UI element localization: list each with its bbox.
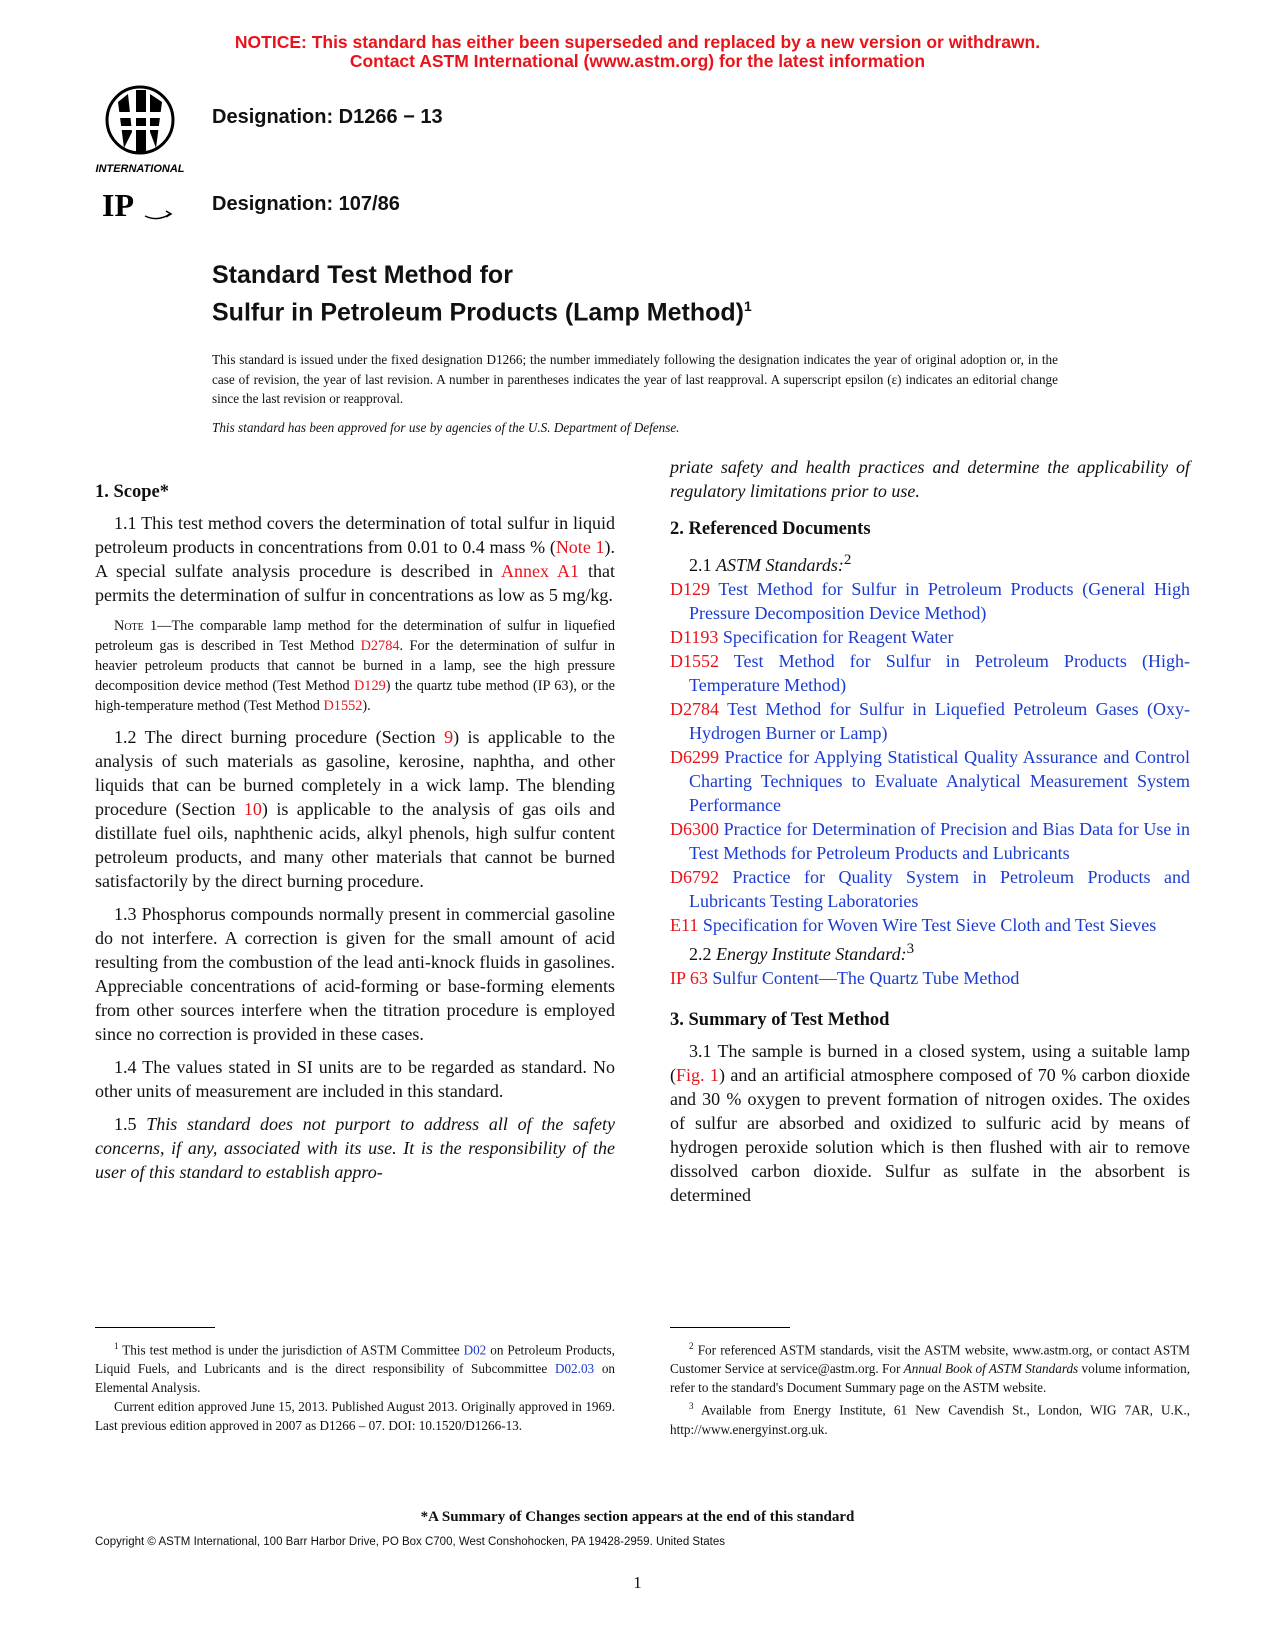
section-9-link[interactable]: 9 <box>444 727 454 747</box>
title-footnote-mark: 1 <box>743 298 752 314</box>
ref-item[interactable] <box>670 697 1190 745</box>
ref-code: D129 <box>670 579 710 599</box>
title-line-2: Sulfur in Petroleum Products (Lamp Method) <box>212 298 744 327</box>
footnotes-left <box>95 1337 615 1435</box>
footnote-3: $^3$ Available from Energy Institute, 61 New Cavendish St., London, WIG 7AR, U.K., http://www.energyinst.org.uk. <box>670 1401 1190 1437</box>
paragraph-3-1: 3.1 The sample is burned in a closed system, using a suitable lamp (Fig. 1) and an artificial atmosphere composed of 70 % carbon dioxide and 30 % oxygen to prevent formation of nitrogen oxides. The oxides of sulfur are absorbed and oxidized to sulfuric acid by means of hydrogen peroxide solution which is then flushed with air to remove dissolved carbon dioxide. Sulfur as sulfate in the absorbent is determined <box>670 1041 1190 1205</box>
astm-logo-text: INTERNATIONAL <box>95 163 185 175</box>
section-1-heading: 1. Scope* <box>95 482 169 502</box>
referenced-documents-list <box>670 577 1190 937</box>
section-3-heading: 3. Summary of Test Method <box>670 1010 890 1030</box>
subsection-2-2: 2.2 Energy Institute Standard:$^3$ <box>689 941 915 964</box>
page-number: 1 <box>633 1573 642 1592</box>
ip-logo-icon <box>100 186 175 226</box>
ref-code: D6299 <box>670 747 719 767</box>
footnote-rule-right <box>670 1327 790 1328</box>
ref-code: D2784 <box>670 699 719 719</box>
ref-code: D1193 <box>670 627 719 647</box>
d2784-link[interactable]: D2784 <box>360 638 400 654</box>
right-column <box>670 455 1190 1216</box>
subsection-2-1: 2.1 ASTM Standards:$^2$ <box>689 552 852 575</box>
title-line-1: Standard Test Method for <box>212 261 513 289</box>
ref-title: Sulfur Content—The Quartz Tube Method <box>712 968 1020 988</box>
ref-item[interactable] <box>670 865 1190 913</box>
ref-code: D1552 <box>670 651 719 671</box>
document-title <box>212 260 752 328</box>
notice-banner <box>0 33 1275 71</box>
ref-item-ip63[interactable] <box>670 966 1190 990</box>
paragraph-1-5: 1.5 This standard does not purport to address all of the safety concerns, if any, associated with its use. It is the responsibility of the user of this standard to establish appro- <box>95 1114 616 1182</box>
footnote-2: $^2$ For referenced ASTM standards, visit the ASTM website, www.astm.org, or contact ASTM Customer Service at service@astm.org. For Annual Book of ASTM Standards volume information, refer to the standard's Document Summary page on the ASTM website. <box>670 1341 1190 1396</box>
section-10-link[interactable]: 10 <box>243 799 262 819</box>
ref-item[interactable] <box>670 577 1190 625</box>
summary-of-changes-notice: *A Summary of Changes section appears at the end of this standard <box>420 1509 855 1525</box>
footnote-1-edition: Current edition approved June 15, 2013. Published August 2013. Originally approved in 1969. Last previous edition approved in 2007 as D1266 – 07. DOI: 10.1520/D1266-13. <box>95 1399 615 1434</box>
copyright: Copyright © ASTM International, 100 Barr Harbor Drive, PO Box C700, West Conshohocken, PA 19428-2959. United States <box>95 1536 726 1548</box>
d1552-link[interactable]: D1552 <box>323 698 363 714</box>
ref-title: Practice for Determination of Precision and Bias Data for Use in Test Methods for Petroleum Products and Lubricants <box>689 819 1191 863</box>
ref-item[interactable] <box>670 649 1190 697</box>
dod-approval: This standard has been approved for use by agencies of the U.S. Department of Defense. <box>212 420 680 435</box>
ref-title: Test Method for Sulfur in Petroleum Products (High-Temperature Method) <box>689 651 1190 695</box>
ref-code: E11 <box>670 915 699 935</box>
fig-1-link[interactable]: Fig. 1 <box>676 1065 719 1085</box>
ref-title: Practice for Quality System in Petroleum Products and Lubricants Testing Laboratories <box>689 867 1190 911</box>
notice-line-1: NOTICE: This standard has either been superseded and replaced by a new version or withdrawn. <box>234 32 1041 52</box>
designation-astm: Designation: D1266 − 13 <box>212 106 443 128</box>
ref-title: Test Method for Sulfur in Liquefied Petroleum Gases (Oxy-Hydrogen Burner or Lamp) <box>689 699 1190 743</box>
paragraph-1-2: 1.2 The direct burning procedure (Section 9) is applicable to the analysis of such materials as gasoline, kerosine, naphtha, and other liquids that can be burned completely in a wick lamp. The blending procedure (Section 10) is applicable to the analysis of gas oils and distillate fuel oils, naphthenic acids, alkyl phenols, high sulfur content petroleum products, and many other materials that cannot be burned satisfactorily by the direct burning procedure. <box>95 727 616 891</box>
ref-title: Test Method for Sulfur in Petroleum Products (General High Pressure Decomposition Device Method) <box>689 579 1190 623</box>
note-1: Note 1—The comparable lamp method for the determination of sulfur in liquefied petroleum gas is described in Test Method D2784. For the determination of sulfur in heavier petroleum products that cannot be burned in a lamp, see the high pressure decomposition device method (Test Method D129) the quartz tube method (IP 63), or the high-temperature method (Test Method D1552). <box>95 618 615 714</box>
ref-item[interactable] <box>670 625 1190 649</box>
ref-item[interactable] <box>670 913 1190 937</box>
ref-title: Practice for Applying Statistical Quality Assurance and Control Charting Techniques to Evaluate Analytical Measurement System Performance <box>689 747 1190 815</box>
d02-link[interactable]: D02 <box>463 1342 487 1358</box>
annex-a1-link[interactable]: Annex A1 <box>500 561 579 581</box>
paragraph-1-5-continued: priate safety and health practices and determine the applicability of regulatory limitations prior to use. <box>670 457 1190 501</box>
paragraph-1-3: 1.3 Phosphorus compounds normally present in commercial gasoline do not interfere. A correction is given for the small amount of acid resulting from the combustion of the lead anti-knock fluids in gasolines. Appreciable concentrations of acid-forming or base-forming elements from other sources interfere when the titration procedure is employed since no correction is provided in these cases. <box>95 904 615 1044</box>
paragraph-1-1: 1.1 This test method covers the determination of total sulfur in liquid petroleum products in concentrations from 0.01 to 0.4 mass % (Note 1). A special sulfate analysis procedure is described in Annex A1 that permits the determination of sulfur in concentrations as low as 5 mg/kg. <box>95 513 616 605</box>
ref-title: Specification for Reagent Water <box>722 627 954 647</box>
footnote-rule-left <box>95 1327 215 1328</box>
designation-ip: Designation: 107/86 <box>212 193 400 215</box>
astm-logo-icon <box>88 82 193 177</box>
section-2-heading: 2. Referenced Documents <box>670 519 871 539</box>
footnote-1: $^1$ This test method is under the jurisdiction of ASTM Committee D02 on Petroleum Products, Liquid Fuels, and Lubricants and is the direct responsibility of Subcommittee D02.03 on Elemental Analysis. <box>95 1341 616 1396</box>
ref-code: D6300 <box>670 819 719 839</box>
d129-link[interactable]: D129 <box>353 678 386 694</box>
paragraph-1-4: 1.4 The values stated in SI units are to be regarded as standard. No other units of measurement are included in this standard. <box>95 1057 615 1101</box>
footnotes-right <box>670 1337 1190 1439</box>
ref-code: IP 63 <box>670 968 708 988</box>
note-1-link[interactable]: Note 1 <box>555 537 605 557</box>
ip-logo-text: IP <box>102 187 134 223</box>
left-column <box>95 480 615 1193</box>
ref-item[interactable] <box>670 745 1190 817</box>
ref-code: D6792 <box>670 867 719 887</box>
ref-title: Specification for Woven Wire Test Sieve Cloth and Test Sieves <box>702 915 1157 935</box>
notice-line-2: Contact ASTM International (www.astm.org) for the latest information <box>349 51 926 71</box>
d02-03-link[interactable]: D02.03 <box>554 1361 595 1377</box>
ref-item[interactable] <box>670 817 1190 865</box>
preamble: This standard is issued under the fixed designation D1266; the number immediately following the designation indicates the year of original adoption or, in the case of revision, the year of last revision. A number in parentheses indicates the year of last reapproval. A superscript epsilon (ε) indicates an editorial change since the last revision or reapproval. <box>212 352 1058 406</box>
